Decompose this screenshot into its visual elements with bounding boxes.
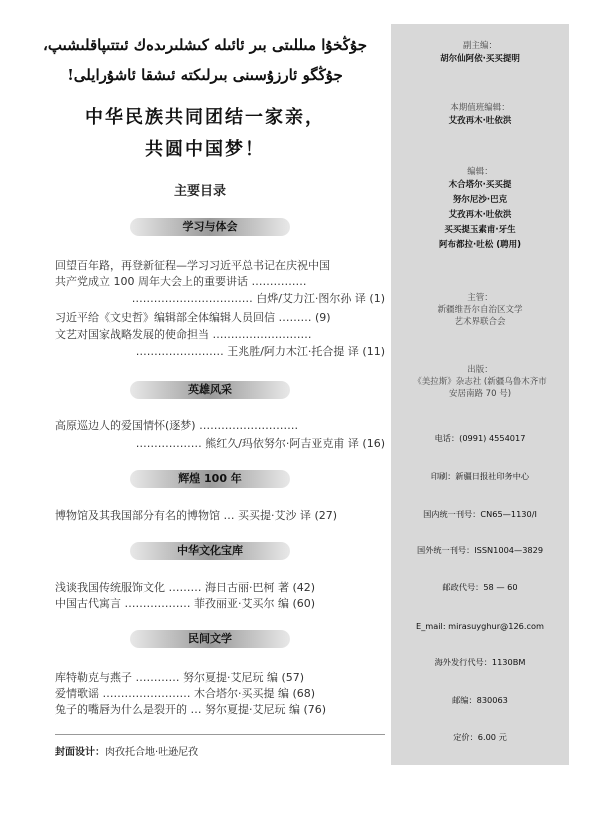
cover-design-value: 肉孜托合地·吐逊尼孜 [105, 747, 199, 758]
sponsor-value: 艺术界联合会 [454, 317, 506, 327]
toc-line[interactable]: 兔子的嘴唇为什么是裂开的 … 努尔夏提·艾尼玩 编 (76) [55, 703, 327, 716]
issn-number: 国外统一刊号：ISSN1004—3829 [416, 545, 544, 555]
toc-line[interactable]: 文艺对国家战略发展的使命担当 ……………………… [55, 328, 312, 341]
section-header-folk-literature: 民间文学 [130, 630, 290, 648]
cover-design-label: 封面设计： [55, 747, 105, 758]
publisher-label: 出版： [467, 365, 493, 375]
postal-code-info: 邮政代号：58 — 60 [442, 582, 518, 592]
editor-name: 艾孜再木·吐依洪 [448, 210, 512, 220]
editors-label: 编辑： [467, 167, 493, 177]
deputy-editor-label: 副主编： [462, 41, 497, 51]
domestic-serial-number: 国内统一刊号：CN65—1130/I [423, 509, 537, 519]
email-info[interactable]: E_mail: mirasuyghur@126.com [416, 621, 544, 631]
chinese-slogan-line1: 中华民族共同团结一家亲， [85, 107, 325, 128]
toc-line[interactable]: 共产党成立 100 周年大会上的重要讲话 …………… [55, 275, 307, 288]
toc-line[interactable]: 回望百年路，再登新征程—学习习近平总书记在庆祝中国 [55, 259, 330, 272]
phone-info: 电话：(0991) 4554017 [434, 433, 526, 443]
section-header-culture: 中华文化宝库 [130, 542, 290, 560]
section-header-heroes: 英雄风采 [130, 381, 290, 399]
toc-title: 主要目录 [173, 184, 226, 199]
masthead-sidebar [391, 24, 569, 765]
toc-line[interactable]: ……………… 熊红久/玛依努尔·阿吉亚克甫 译 (16) [135, 437, 385, 450]
chinese-slogan-line2: 共圆中国梦！ [145, 139, 265, 160]
toc-line[interactable]: 博物馆及其我国部分有名的博物馆 … 买买提·艾沙 译 (27) [55, 509, 338, 522]
zip-info: 邮编：830063 [452, 695, 508, 705]
publisher-value: 安居南路 70 号) [448, 389, 512, 399]
toc-line[interactable]: 爱情歌谣 …………………… 木合塔尔·买买提 编 (68) [55, 687, 316, 700]
uyghur-slogan-line2: جۇڭگو ئارزۇسىنى بىرلىكتە ئىشقا ئاشۇرايلى! [67, 66, 343, 84]
toc-line[interactable]: 库特勒克与燕子 ………… 努尔夏提·艾尼玩 编 (57) [55, 671, 305, 684]
footer-divider [55, 734, 385, 735]
toc-line[interactable]: 习近平给《文史哲》编辑部全体编辑人员回信 ……… (9) [55, 311, 331, 324]
section-header-glorious-100: 辉煌 100 年 [130, 470, 290, 488]
duty-editor-label: 本期值班编辑： [450, 103, 510, 113]
toc-line[interactable]: …………………… 王兆胜/阿力木江·托合提 译 (11) [135, 345, 385, 358]
editor-name: 努尔尼沙·巴克 [452, 195, 508, 205]
publisher-value: 《美拉斯》杂志社 (新疆乌鲁木齐市 [413, 377, 547, 387]
editor-name: 木合塔尔·买买提 [448, 180, 512, 190]
uyghur-slogan-line1: جۇڭخۇا مىللىتى بىر ئائىلە كىشلىرىدەك ئىتتىپاقلىشىپ، [43, 36, 367, 54]
duty-editor-value: 艾孜再木·吐依洪 [448, 116, 512, 126]
toc-line[interactable]: …………………………… 白烨/艾力江·图尔孙 译 (1) [131, 292, 385, 305]
toc-line[interactable]: 中国古代寓言 ……………… 菲孜丽亚·艾买尔 编 (60) [55, 597, 316, 610]
editor-name: 买买提玉素甫·牙生 [444, 225, 516, 235]
deputy-editor-value: 胡尔仙阿依·买买提明 [440, 54, 520, 64]
price-info: 定价：6.00 元 [453, 732, 507, 742]
sponsor-label: 主管： [467, 293, 493, 303]
cover-design-credit [55, 743, 198, 758]
section-header-study: 学习与体会 [130, 218, 290, 236]
printer-info: 印刷：新疆日报社印务中心 [430, 471, 530, 481]
toc-line[interactable]: 浅谈我国传统服饰文化 ……… 海日古丽·巴柯 著 (42) [55, 581, 316, 594]
overseas-code-info: 海外发行代号：1130BM [434, 657, 526, 667]
toc-line[interactable]: 高原巡边人的爱国情怀(逐梦) ……………………… [55, 419, 299, 432]
sponsor-value: 新疆维吾尔自治区文学 [437, 305, 523, 315]
editor-name: 阿布都拉·吐松 (聘用) [439, 240, 521, 250]
